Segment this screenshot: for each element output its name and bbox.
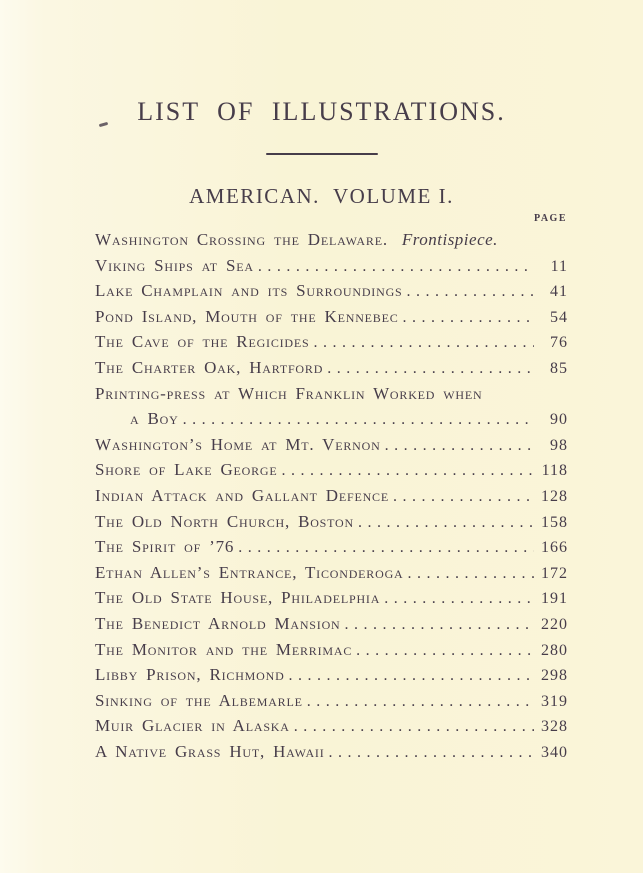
entry-page-number: 118 (541, 462, 568, 480)
list-item (95, 384, 568, 410)
dot-leader (258, 256, 534, 276)
dot-leader (183, 409, 534, 429)
dot-leader (358, 512, 534, 532)
entry-title: The Old North Church, Boston (95, 511, 354, 531)
list-item (95, 230, 568, 256)
dot-leader (407, 281, 534, 301)
entry-page-number: 98 (550, 436, 568, 454)
dot-leader (329, 742, 534, 762)
list-item (95, 665, 568, 691)
entry-page-number: 280 (541, 641, 568, 659)
entry-page-number: 11 (550, 257, 568, 275)
entry-title: Libby Prison, Richmond (95, 665, 285, 685)
entry-title: Washington’s Home at Mt. Vernon (95, 434, 381, 454)
list-item (95, 614, 568, 640)
list-item (95, 256, 568, 282)
dot-leader (384, 588, 534, 608)
entry-title: Sinking of the Albemarle (95, 690, 303, 710)
list-item-continuation (95, 409, 568, 435)
entry-title-wrapped: a Boy (130, 409, 179, 429)
entry-title: The Benedict Arnold Mansion (95, 613, 341, 633)
list-item (95, 307, 568, 333)
entry-title: Ethan Allen’s Entrance, Ticonderoga (95, 562, 404, 582)
dot-leader (314, 332, 534, 352)
list-item (95, 640, 568, 666)
entry-title: The Old State House, Philadelphia (95, 588, 381, 608)
entry-page-number: 128 (541, 487, 568, 505)
list-item (95, 563, 568, 589)
entry-page-number: 54 (550, 308, 568, 326)
entry-page-number: 90 (550, 411, 568, 429)
list-item (95, 435, 568, 461)
dot-leader (345, 614, 534, 634)
section-heading: AMERICAN. VOLUME I. (189, 184, 454, 208)
entry-title: Viking Ships at Sea (95, 255, 254, 275)
list-item (95, 691, 568, 717)
entry-title: Lake Champlain and its Surroundings (95, 281, 403, 301)
dot-leader (282, 460, 534, 480)
entry-title: Washington Crossing the Delaware. (95, 230, 388, 249)
entry-title: Printing-press at Which Franklin Worked when (95, 383, 483, 403)
dot-leader (294, 716, 534, 736)
entry-page-number: 41 (550, 283, 568, 301)
entry-title: The Cave of the Regicides (95, 332, 310, 352)
entry-page-number: 166 (541, 539, 568, 557)
list-item (95, 332, 568, 358)
page-title: LIST OF ILLUSTRATIONS. (137, 97, 506, 126)
entry-title: Shore of Lake George (95, 460, 278, 480)
list-item (95, 460, 568, 486)
dot-leader (385, 435, 534, 455)
entry-frontispiece-label: Frontispiece. (401, 230, 498, 249)
dot-leader (408, 563, 535, 583)
list-item (95, 512, 568, 538)
list-item (95, 742, 568, 768)
entry-title: A Native Grass Hut, Hawaii (95, 741, 325, 761)
list-item (95, 588, 568, 614)
dot-leader (307, 691, 534, 711)
entry-title: The Spirit of ’76 (95, 537, 235, 557)
entry-page-number: 319 (541, 692, 568, 710)
entry-page-number: 298 (541, 667, 568, 685)
page-column-label: PAGE (533, 213, 567, 224)
entry-page-number: 191 (541, 590, 568, 608)
illustrations-list (95, 230, 568, 767)
entry-page-number: 328 (541, 718, 568, 736)
entry-page-number: 76 (550, 334, 568, 352)
entry-page-number: 158 (541, 513, 568, 531)
dot-leader (327, 358, 534, 378)
list-item (95, 281, 568, 307)
dot-leader (238, 537, 534, 557)
entry-page-number: 340 (541, 743, 568, 761)
entry-page-number: 85 (550, 359, 568, 377)
title-divider-rule (266, 153, 378, 155)
entry-title: Indian Attack and Gallant Defence (95, 485, 389, 505)
entry-title: The Monitor and the Merrimac (95, 639, 353, 659)
dot-leader (393, 486, 534, 506)
dot-leader (403, 307, 534, 327)
list-item (95, 486, 568, 512)
list-item (95, 537, 568, 563)
dot-leader (356, 640, 534, 660)
list-item (95, 716, 568, 742)
dot-leader (289, 665, 534, 685)
entry-title: The Charter Oak, Hartford (95, 357, 324, 377)
entry-title: Pond Island, Mouth of the Kennebec (95, 306, 399, 326)
entry-page-number: 220 (541, 615, 568, 633)
entry-title: Muir Glacier in Alaska (95, 716, 290, 736)
list-item (95, 358, 568, 384)
entry-page-number: 172 (541, 564, 568, 582)
